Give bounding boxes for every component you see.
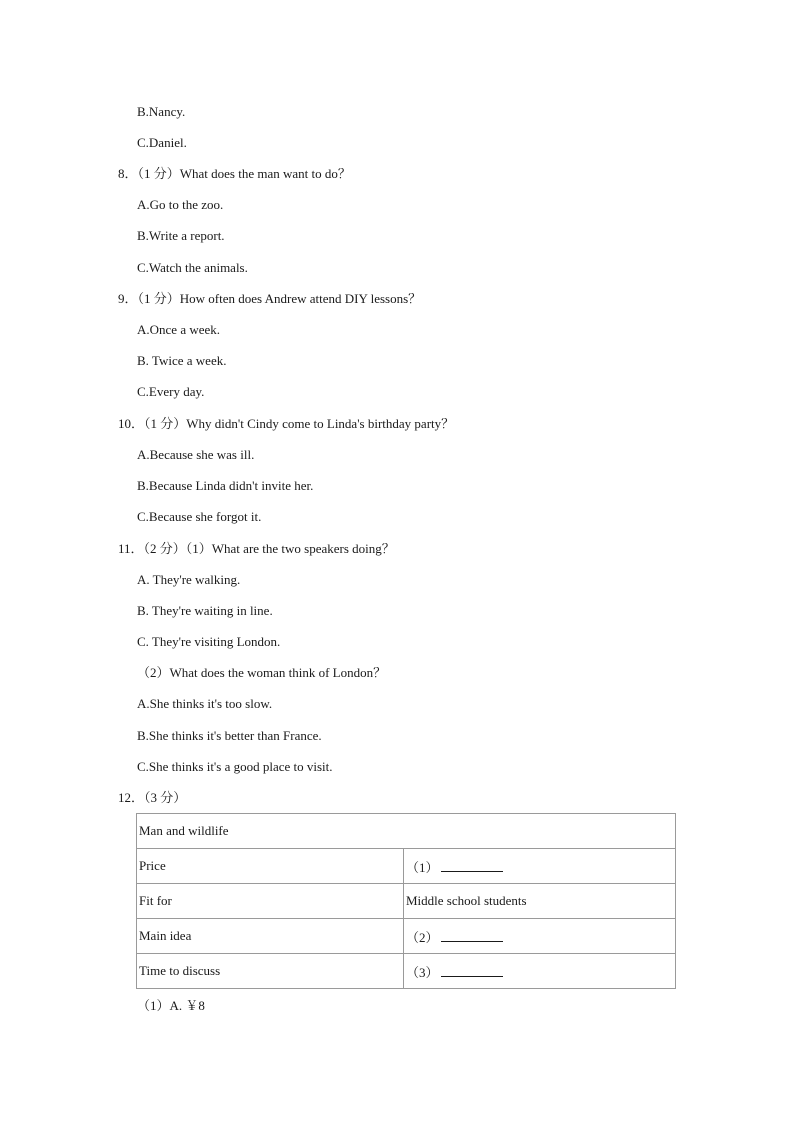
q8-stem: 8．（1 分）What does the man want to do？ [118,166,351,181]
table-row [137,919,676,954]
q11-1-option-c: C. They're visiting London. [137,634,281,649]
answer-blank[interactable] [441,930,503,942]
table-title-row [137,814,676,849]
blank-number: （3） [406,964,439,980]
q11-stem: 11．（2 分）（1）What are the two speakers doing？ [118,541,395,556]
table-row [137,849,676,884]
table-cell-label: Main idea [137,919,404,954]
q11-2-option-b: B.She thinks it's better than France. [137,728,322,743]
q10-option-a: A.Because she was ill. [137,447,255,462]
table-cell-label: Time to discuss [137,954,404,989]
table-row [137,884,676,919]
q10-stem: 10．（1 分）Why didn't Cindy come to Linda's birthday party？ [118,416,455,431]
answer-blank[interactable] [441,965,503,977]
q11-1-option-b: B. They're waiting in line. [137,603,273,618]
table-title: Man and wildlife [137,814,676,849]
q11-2-option-a: A.She thinks it's too slow. [137,696,273,711]
q10-option-c: C.Because she forgot it. [137,509,262,524]
blank-number: （1） [406,859,439,875]
q8-option-a: A.Go to the zoo. [137,197,224,212]
q11-2-option-c: C.She thinks it's a good place to visit. [137,759,333,774]
q8-option-c: C.Watch the animals. [137,260,248,275]
q9-option-c: C.Every day. [137,384,205,399]
q9-option-b: B. Twice a week. [137,353,227,368]
info-table [136,813,676,989]
q12-stem: 12．（3 分） [118,790,187,805]
table-cell-value [404,954,676,989]
table-row [137,954,676,989]
q10-option-b: B.Because Linda didn't invite her. [137,478,314,493]
table-cell-value [404,919,676,954]
q11-sub-question-2: （2）What does the woman think of London？ [137,665,387,680]
q9-option-a: A.Once a week. [137,322,221,337]
answer-blank[interactable] [441,860,503,872]
table-cell-label: Price [137,849,404,884]
table-cell-value [404,849,676,884]
table-cell-label: Fit for [137,884,404,919]
q9-stem: 9．（1 分）How often does Andrew attend DIY lessons？ [118,291,422,306]
blank-number: （2） [406,929,439,945]
q11-1-option-a: A. They're walking. [137,572,241,587]
table-cell-value: Middle school students [404,884,676,919]
q7-option-c: C.Daniel. [137,135,187,150]
q8-option-b: B.Write a report. [137,228,225,243]
q7-option-b: B.Nancy. [137,104,186,119]
q12-sub-answer-line: （1）A. ￥8 [137,998,205,1013]
